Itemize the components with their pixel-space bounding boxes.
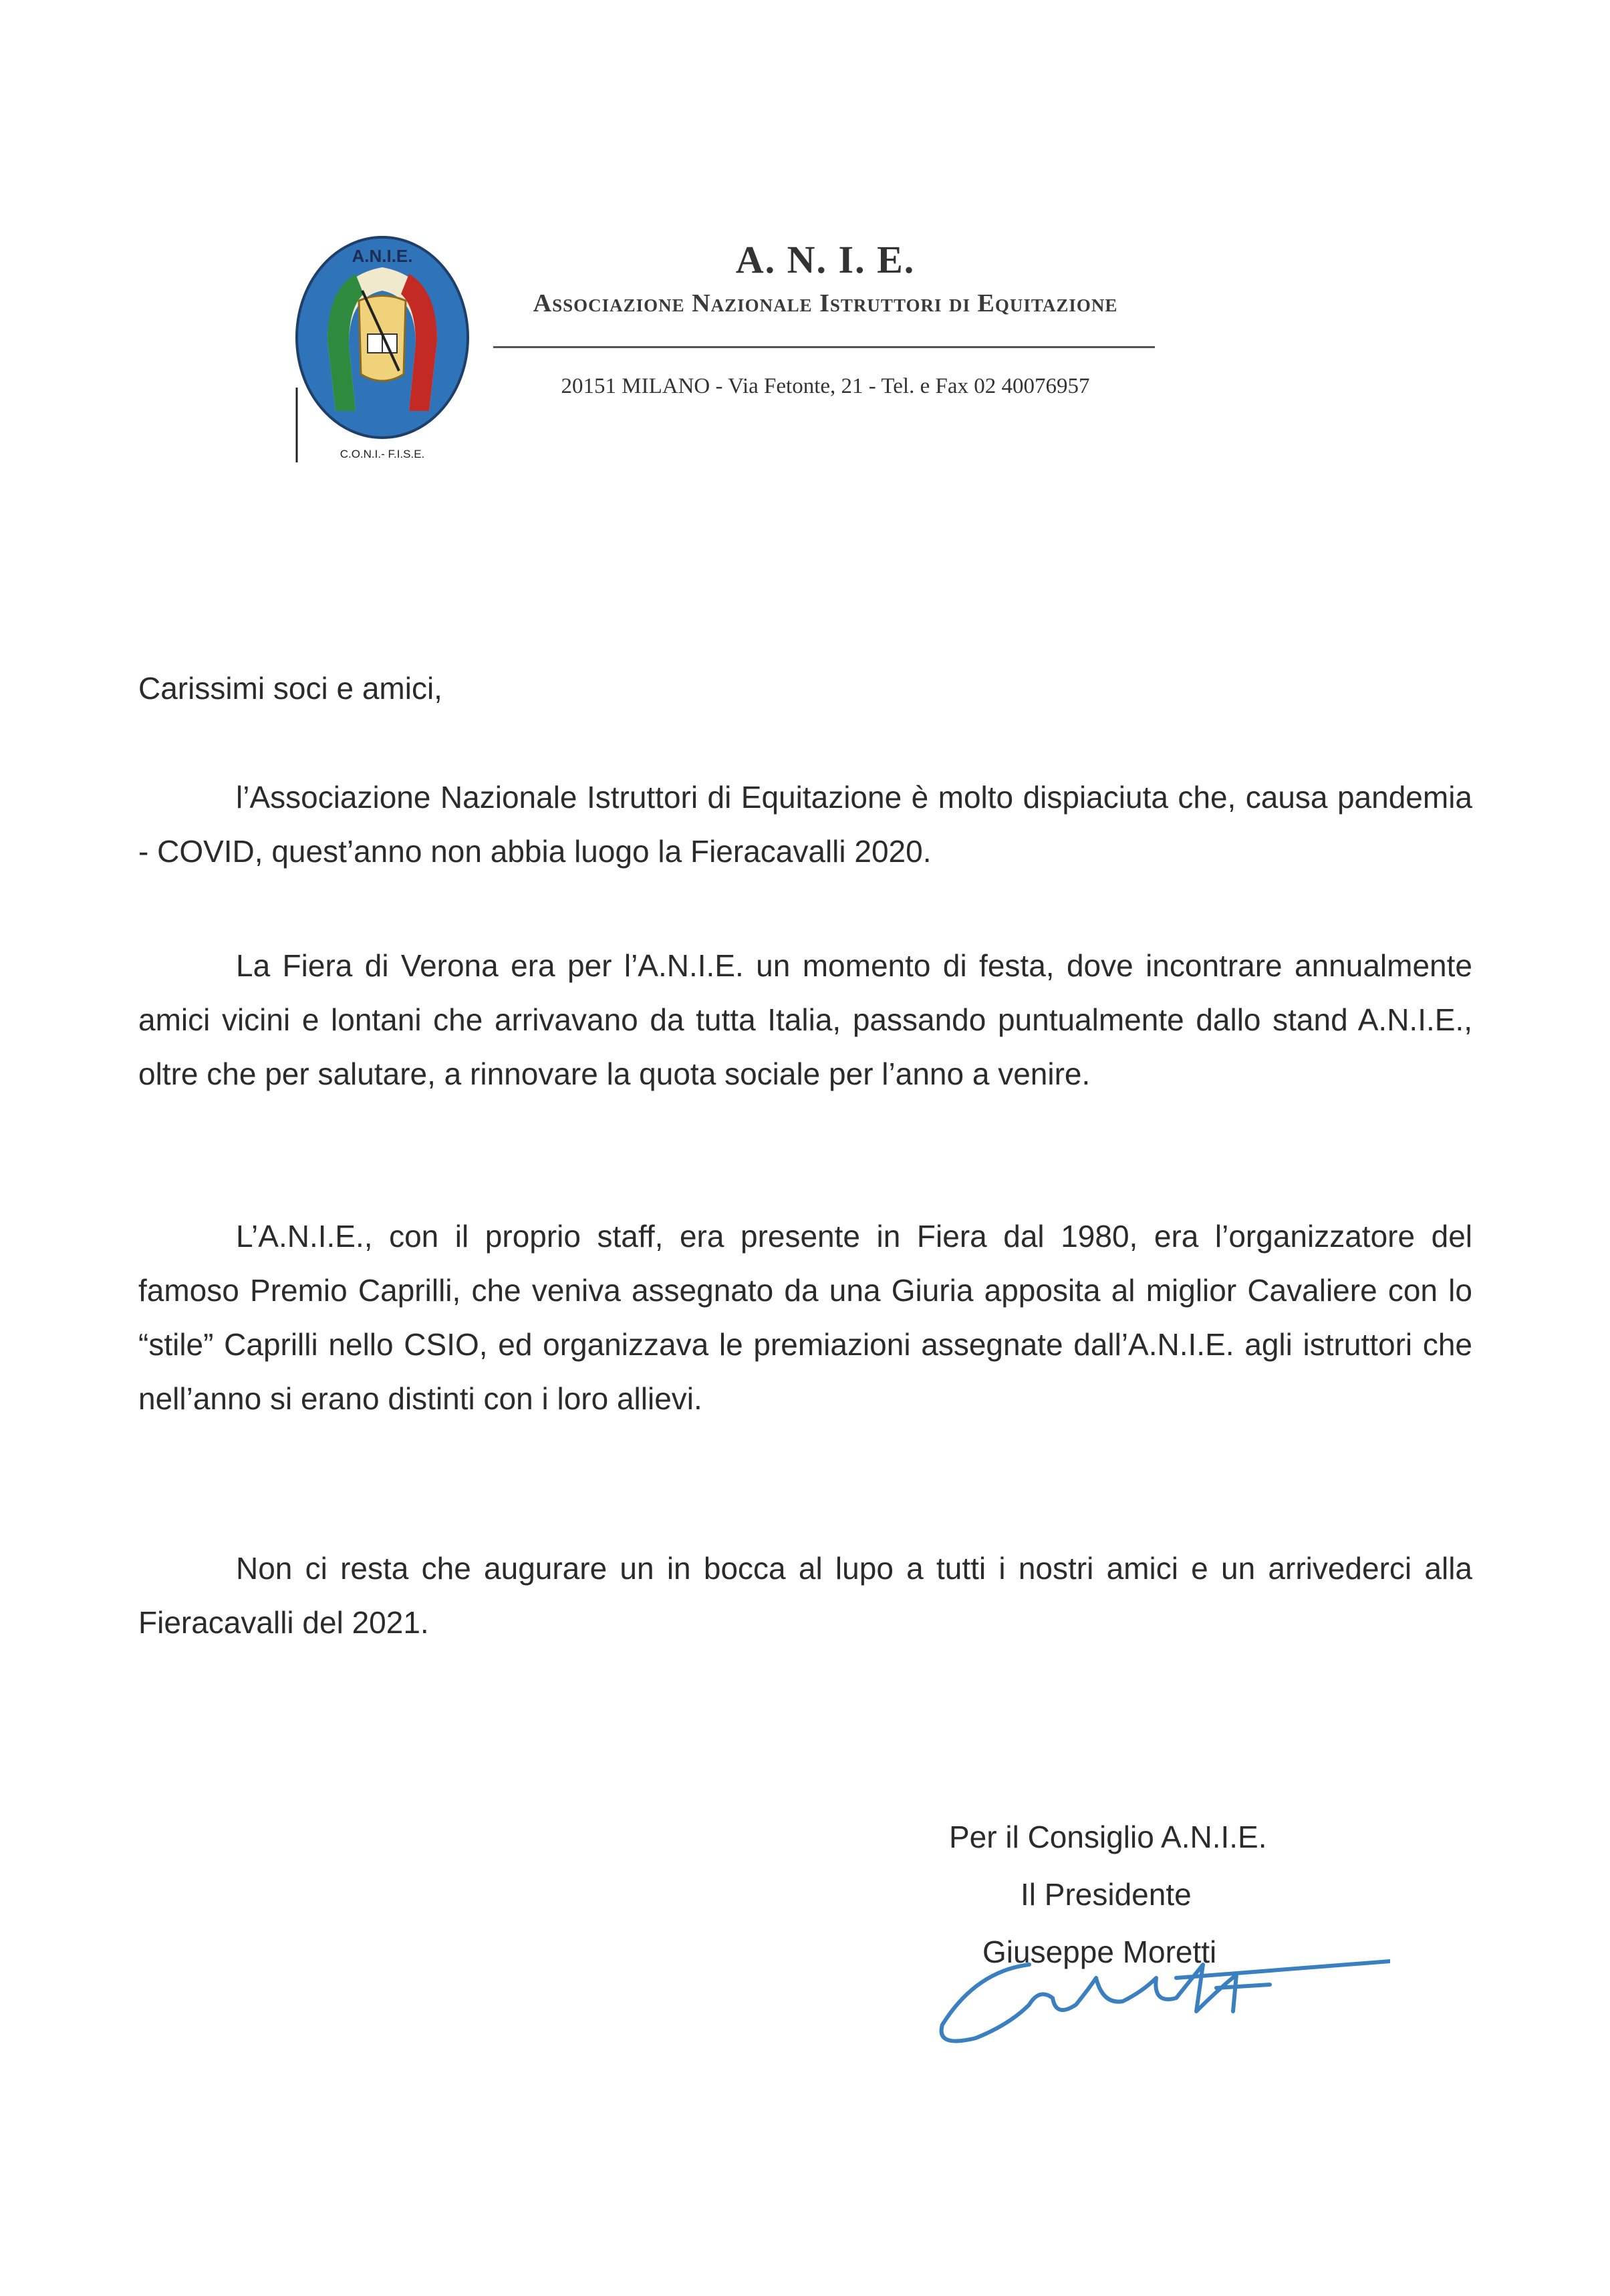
paragraph: La Fiera di Verona era per l’A.N.I.E. un momento di festa, dove incontrare annualmente amici vicini e lontani che arrivavano da tutta Italia, passando puntualmente dallo stand A.N.I.E., oltre che per salutare, a rinnovare la quota sociale per l’anno a venire. [138,948,1472,1091]
anie-logo [289,227,476,468]
handwritten-signature [922,1924,1390,2051]
signature-title: Il Presidente [1021,1877,1192,1912]
org-address: 20151 MILANO - Via Fetonte, 21 - Tel. e Fax 02 40076957 [561,374,1090,398]
org-abbreviation: A. N. I. E. [735,238,916,281]
header-divider [493,346,1155,348]
paragraph: l’Associazione Nazionale Istruttori di Equitazione è molto dispiaciuta che, causa pandemia - COVID, quest’anno non abbia luogo la Fieracavalli 2020. [138,780,1472,869]
logo-bottom-text: C.O.N.I.- F.I.S.E. [340,448,425,460]
signature-role: Per il Consiglio A.N.I.E. [949,1820,1267,1854]
signatory-name: Giuseppe Moretti [982,1934,1217,1969]
org-full-name: Associazione Nazionale Istruttori di Equitazione [533,289,1118,317]
logo-top-text: A.N.I.E. [352,246,413,266]
greeting: Carissimi soci e amici, [138,671,442,706]
paragraph: L’A.N.I.E., con il proprio staff, era presente in Fiera dal 1980, era l’organizzatore del famoso Premio Caprilli, che veniva assegnato da una Giuria apposita al miglior Cavaliere con lo “stile” Caprilli nello CSIO, ed organizzava le premiazioni assegnate dall’A.N.I.E. agli istruttori che nell’anno si erano distinti con i loro allievi. [138,1219,1472,1416]
paragraph: Non ci resta che augurare un in bocca al lupo a tutti i nostri amici e un arrivederci alla Fieracavalli del 2021. [138,1551,1472,1640]
